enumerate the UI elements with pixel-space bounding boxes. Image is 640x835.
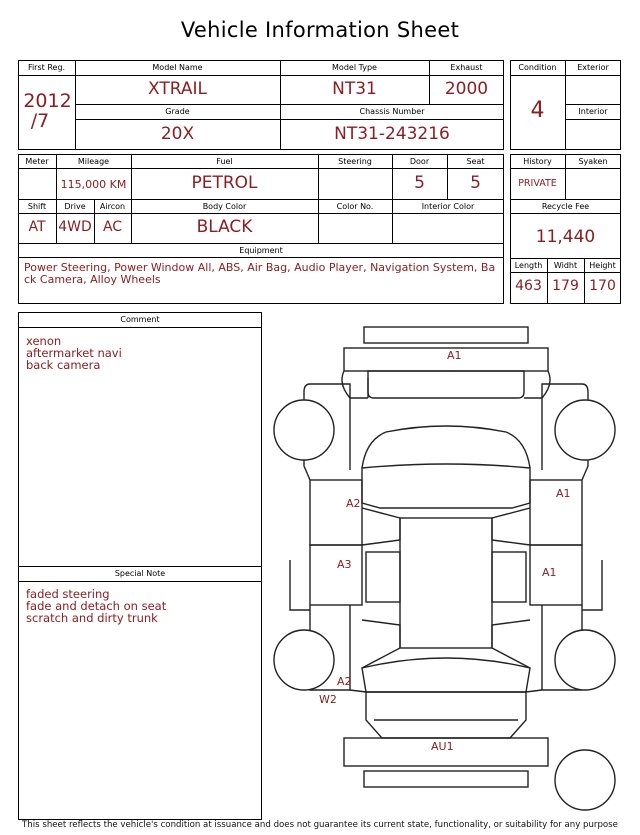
seat-label: Seat	[466, 157, 485, 166]
front-bumper	[344, 348, 548, 371]
fuel-label: Fuel	[216, 157, 233, 166]
right-front-wheel	[555, 400, 615, 460]
exterior-label: Exterior	[577, 63, 609, 72]
interior-color-label: Interior Color	[421, 202, 475, 211]
height-label: Height	[589, 261, 616, 270]
length-label: Length	[514, 261, 543, 270]
grade-label: Grade	[165, 107, 190, 116]
special-note-label: Special Note	[114, 569, 166, 578]
drive-label: Drive	[64, 202, 86, 211]
rear-bumper-bottom	[364, 771, 528, 787]
equipment-label: Equipment	[239, 246, 283, 255]
model-type-label: Model Type	[332, 63, 377, 72]
chassis-number-label: Chassis Number	[359, 107, 425, 116]
damage-left-front-door: A2	[346, 497, 361, 510]
history-label: History	[523, 157, 552, 166]
equipment-value-line2: ck Camera, Alloy Wheels	[24, 273, 161, 286]
aircon-value: AC	[102, 219, 123, 235]
aircon-label: Aircon	[99, 202, 126, 211]
height-value: 170	[589, 278, 616, 294]
shift-value: AT	[28, 219, 46, 235]
comment-line-1: xenon	[26, 334, 62, 348]
comment-label: Comment	[120, 315, 160, 324]
windshield	[362, 464, 530, 508]
shift-label: Shift	[27, 202, 47, 211]
left-front-wheel	[274, 400, 334, 460]
syaken-label: Syaken	[578, 157, 608, 166]
grade-value: 20X	[160, 124, 195, 144]
damage-left-rear-fender: A2	[337, 675, 352, 688]
damage-left-rear-door: A3	[337, 558, 352, 571]
history-value: PRIVATE	[518, 178, 557, 189]
mileage-value: 115,000 KM	[60, 178, 127, 191]
width-label: Widht	[553, 261, 578, 270]
mileage-label: Mileage	[77, 157, 110, 166]
special-note-line-2: fade and detach on seat	[26, 599, 167, 613]
door-value: 5	[414, 173, 425, 193]
first-reg-label: First Reg.	[27, 63, 66, 72]
comment-line-3: back camera	[26, 358, 101, 372]
steering-label: Steering	[338, 157, 372, 166]
body-color-label: Body Color	[202, 202, 247, 211]
first-reg-year: 2012	[23, 90, 72, 112]
comment-line-2: aftermarket navi	[26, 346, 122, 360]
damage-right-rear-door: A1	[542, 566, 557, 579]
damage-rear-bumper: AU1	[431, 740, 454, 753]
drive-value: 4WD	[58, 219, 92, 235]
model-name-label: Model Name	[152, 63, 203, 72]
disclaimer-footer: This sheet reflects the vehicle's condition at issuance and does not guarantee its current state, functionality, or suitability for any purpose	[22, 820, 618, 830]
spare-wheel	[555, 750, 615, 810]
hood	[368, 371, 524, 398]
body-color-value: BLACK	[196, 217, 253, 237]
meter-label: Meter	[25, 157, 49, 166]
interior-label: Interior	[578, 107, 608, 116]
left-front-door	[310, 480, 362, 545]
right-rear-wheel	[555, 630, 615, 690]
damage-right-front-fender: A1	[556, 487, 571, 500]
special-note-line-1: faded steering	[26, 587, 110, 601]
condition-value: 4	[530, 98, 545, 123]
recycle-fee-value: 11,440	[535, 227, 596, 247]
length-value: 463	[515, 278, 542, 294]
color-no-label: Color No.	[336, 202, 374, 211]
rear-window	[362, 658, 530, 692]
damage-left-rear-quarter: W2	[319, 693, 337, 706]
first-reg-month: /7	[30, 110, 50, 132]
page-title: Vehicle Information Sheet	[180, 18, 460, 42]
special-note-line-3: scratch and dirty trunk	[26, 611, 158, 625]
equipment-value-line1: Power Steering, Power Window All, ABS, Air Bag, Audio Player, Navigation System, Ba	[24, 261, 496, 274]
fuel-value: PETROL	[191, 173, 258, 193]
chassis-number-value: NT31-243216	[334, 124, 450, 144]
exhaust-label: Exhaust	[450, 63, 483, 72]
door-label: Door	[409, 157, 430, 166]
condition-label: Condition	[518, 63, 557, 72]
front-bumper-top	[364, 327, 528, 343]
model-type-value: NT31	[332, 79, 377, 99]
car-diagram	[268, 320, 640, 818]
model-name-value: XTRAIL	[148, 79, 207, 99]
damage-hood: A1	[447, 349, 462, 362]
left-rear-wheel	[274, 630, 334, 690]
left-rear-door	[310, 545, 362, 605]
width-value: 179	[552, 278, 579, 294]
seat-value: 5	[470, 173, 481, 193]
exhaust-value: 2000	[444, 79, 489, 99]
roof	[400, 518, 492, 648]
recycle-fee-label: Recycle Fee	[541, 202, 590, 211]
tailgate	[366, 692, 526, 738]
